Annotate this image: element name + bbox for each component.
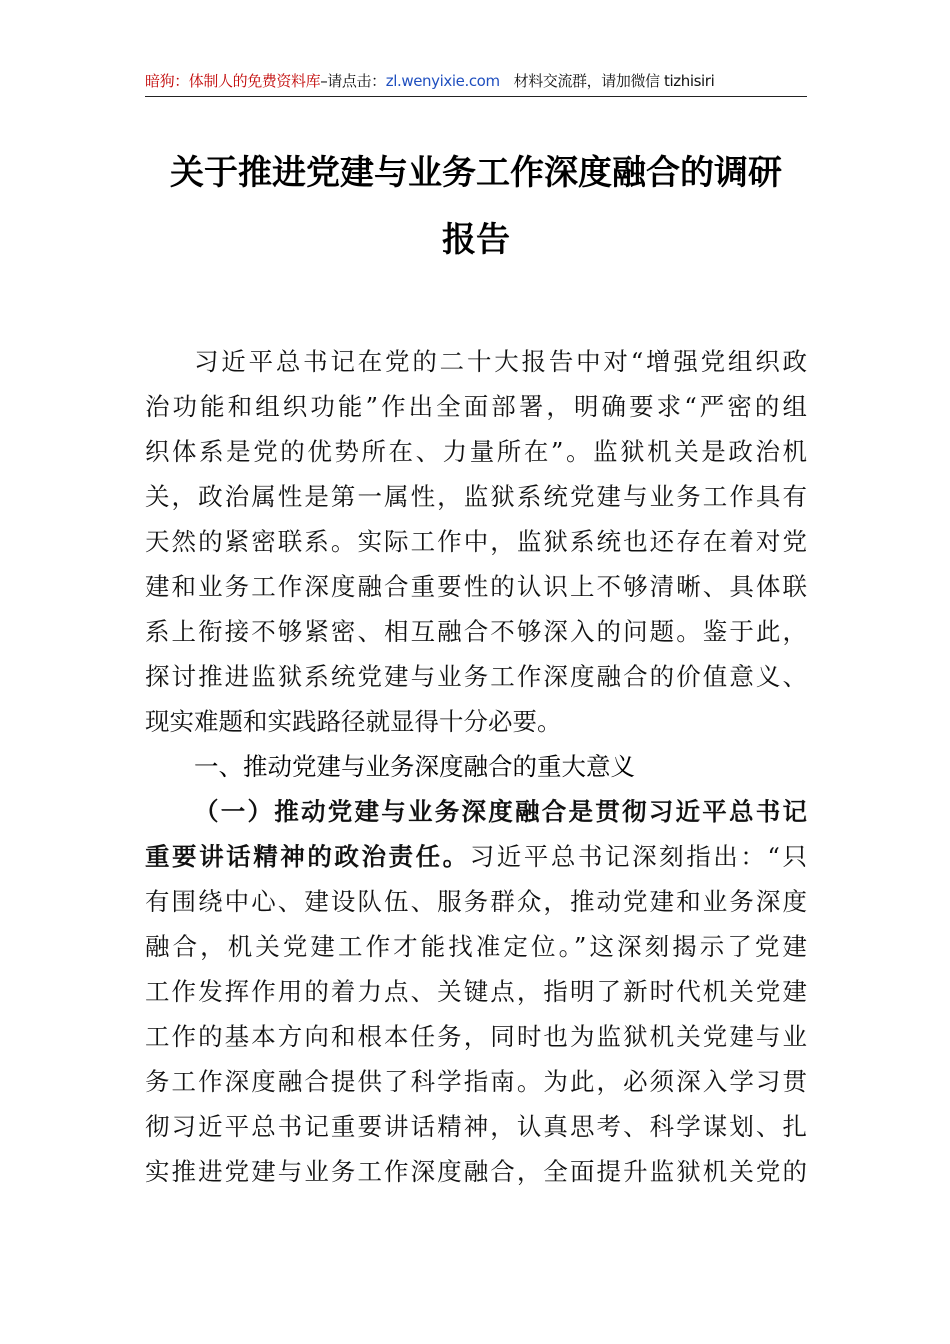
- intro-line: 治功能和组织功能”作出全面部署，明确要求“严密的组: [145, 392, 807, 421]
- intro-line: 关，政治属性是第一属性，监狱系统党建与业务工作具有: [145, 482, 807, 511]
- intro-line: 建和业务工作深度融合重要性的认识上不够清晰、具体联: [145, 572, 807, 601]
- subsection-line: 工作发挥作用的着力点、关键点，指明了新时代机关党建: [145, 977, 807, 1006]
- doc-title-line-1: 关于推进党建与业务工作深度融合的调研: [170, 153, 782, 193]
- subsection-line: 有围绕中心、建设队伍、服务群众，推动党建和业务深度: [145, 887, 807, 916]
- doc-title-line-2: 报告: [442, 220, 510, 260]
- header-brand: 暗狗：体制人的免费资料库: [145, 72, 321, 90]
- subsection-line: 务工作深度融合提供了科学指南。为此，必须深入学习贯: [145, 1067, 807, 1096]
- header-url-link[interactable]: zl.wenyixie.com: [385, 72, 500, 90]
- header-click-prefix: –请点击：: [320, 72, 386, 90]
- subsection-heading-line: （一）推动党建与业务深度融合是贯彻习近平总书记: [194, 797, 807, 826]
- subsection-heading-tail: 重要讲话精神的政治责任。: [145, 842, 470, 871]
- intro-line: 探讨推进监狱系统党建与业务工作深度融合的价值意义、: [145, 662, 807, 691]
- intro-line: 习近平总书记在党的二十大报告中对“增强党组织政: [194, 347, 807, 376]
- subsection-line: 实推进党建与业务工作深度融合，全面提升监狱机关党的: [145, 1157, 807, 1186]
- intro-line: 织体系是党的优势所在、力量所在”。监狱机关是政治机: [145, 437, 807, 466]
- intro-line: 现实难题和实践路径就显得十分必要。: [145, 707, 562, 736]
- subsection-line: [145, 834, 807, 879]
- intro-line: 天然的紧密联系。实际工作中，监狱系统也还存在着对党: [145, 527, 807, 556]
- subsection-text: 习近平总书记深刻指出：“只: [469, 842, 807, 871]
- intro-line: 系上衔接不够紧密、相互融合不够深入的问题。鉴于此，: [145, 617, 807, 646]
- header-group-note: 材料交流群，请加微信 tizhisiri: [513, 72, 715, 90]
- subsection-line: 工作的基本方向和根本任务，同时也为监狱机关党建与业: [145, 1022, 807, 1051]
- subsection-line: 彻习近平总书记重要讲话精神，认真思考、科学谋划、扎: [145, 1112, 807, 1141]
- section-heading: 一、推动党建与业务深度融合的重大意义: [194, 752, 635, 781]
- subsection-line: 融合，机关党建工作才能找准定位。”这深刻揭示了党建: [145, 932, 807, 961]
- page-header: [145, 66, 807, 97]
